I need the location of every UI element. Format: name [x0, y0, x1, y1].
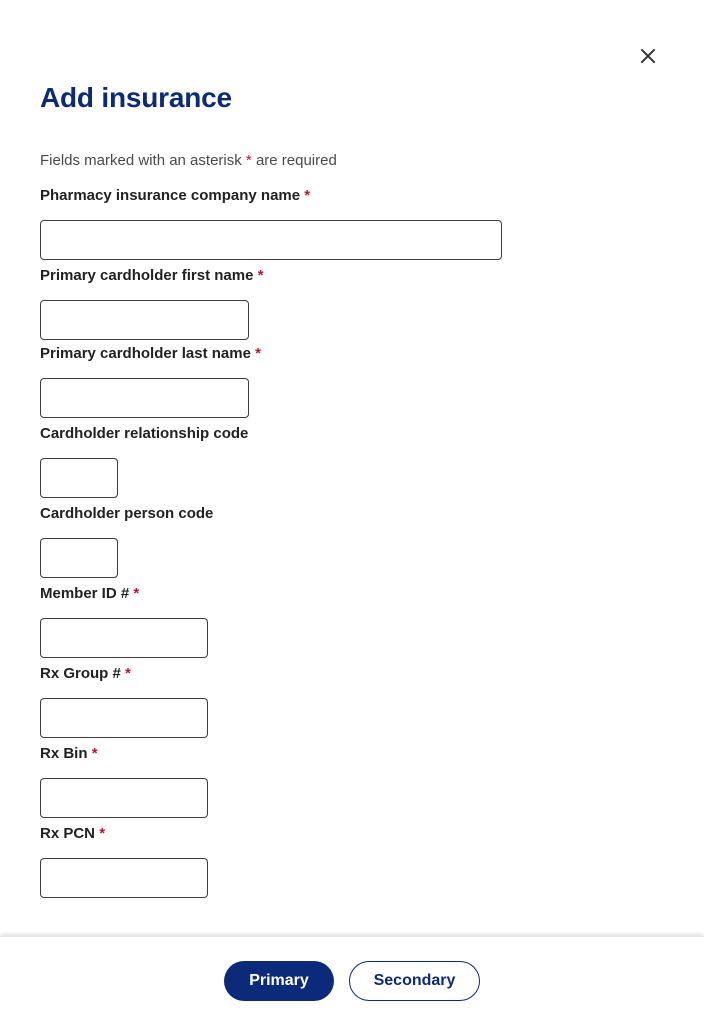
member-id-input[interactable] [40, 618, 208, 658]
field-cardholder-first-name [40, 266, 263, 340]
field-label: Primary cardholder first name * [40, 267, 264, 284]
rx-bin-input[interactable] [40, 778, 208, 818]
relationship-code-input[interactable] [40, 458, 118, 498]
field-cardholder-last-name [40, 344, 261, 418]
field-insurance-company-name [40, 186, 502, 260]
cardholder-first-name-input[interactable] [40, 300, 249, 340]
field-label: Rx Bin * [40, 745, 98, 762]
cardholder-last-name-input[interactable] [40, 378, 249, 418]
field-label: Cardholder relationship code [40, 425, 249, 442]
secondary-button[interactable]: Secondary [349, 961, 480, 1001]
field-rx-bin [40, 744, 208, 818]
field-label: Rx PCN * [40, 825, 106, 842]
rx-pcn-input[interactable] [40, 858, 208, 898]
field-label: Cardholder person code [40, 505, 214, 522]
rx-group-input[interactable] [40, 698, 208, 738]
required-note-asterisk: * [245, 152, 252, 169]
required-note-text-before: Fields marked with an asterisk [40, 152, 242, 169]
field-label: Rx Group # * [40, 665, 131, 682]
person-code-input[interactable] [40, 538, 118, 578]
modal-footer [0, 936, 704, 1024]
field-label: Pharmacy insurance company name * [40, 187, 311, 204]
field-member-id [40, 584, 208, 658]
field-relationship-code [40, 424, 248, 498]
field-person-code [40, 504, 213, 578]
close-icon [640, 48, 656, 64]
primary-button[interactable]: Primary [224, 961, 334, 1001]
close-button[interactable] [636, 44, 660, 68]
field-label: Member ID # * [40, 585, 140, 602]
field-rx-group [40, 664, 208, 738]
insurance-company-name-input[interactable] [40, 220, 502, 260]
field-label: Primary cardholder last name * [40, 345, 261, 362]
required-fields-note [40, 152, 337, 169]
required-note-text-after: are required [255, 152, 337, 169]
page-title: Add insurance [40, 82, 232, 113]
field-rx-pcn [40, 824, 208, 898]
